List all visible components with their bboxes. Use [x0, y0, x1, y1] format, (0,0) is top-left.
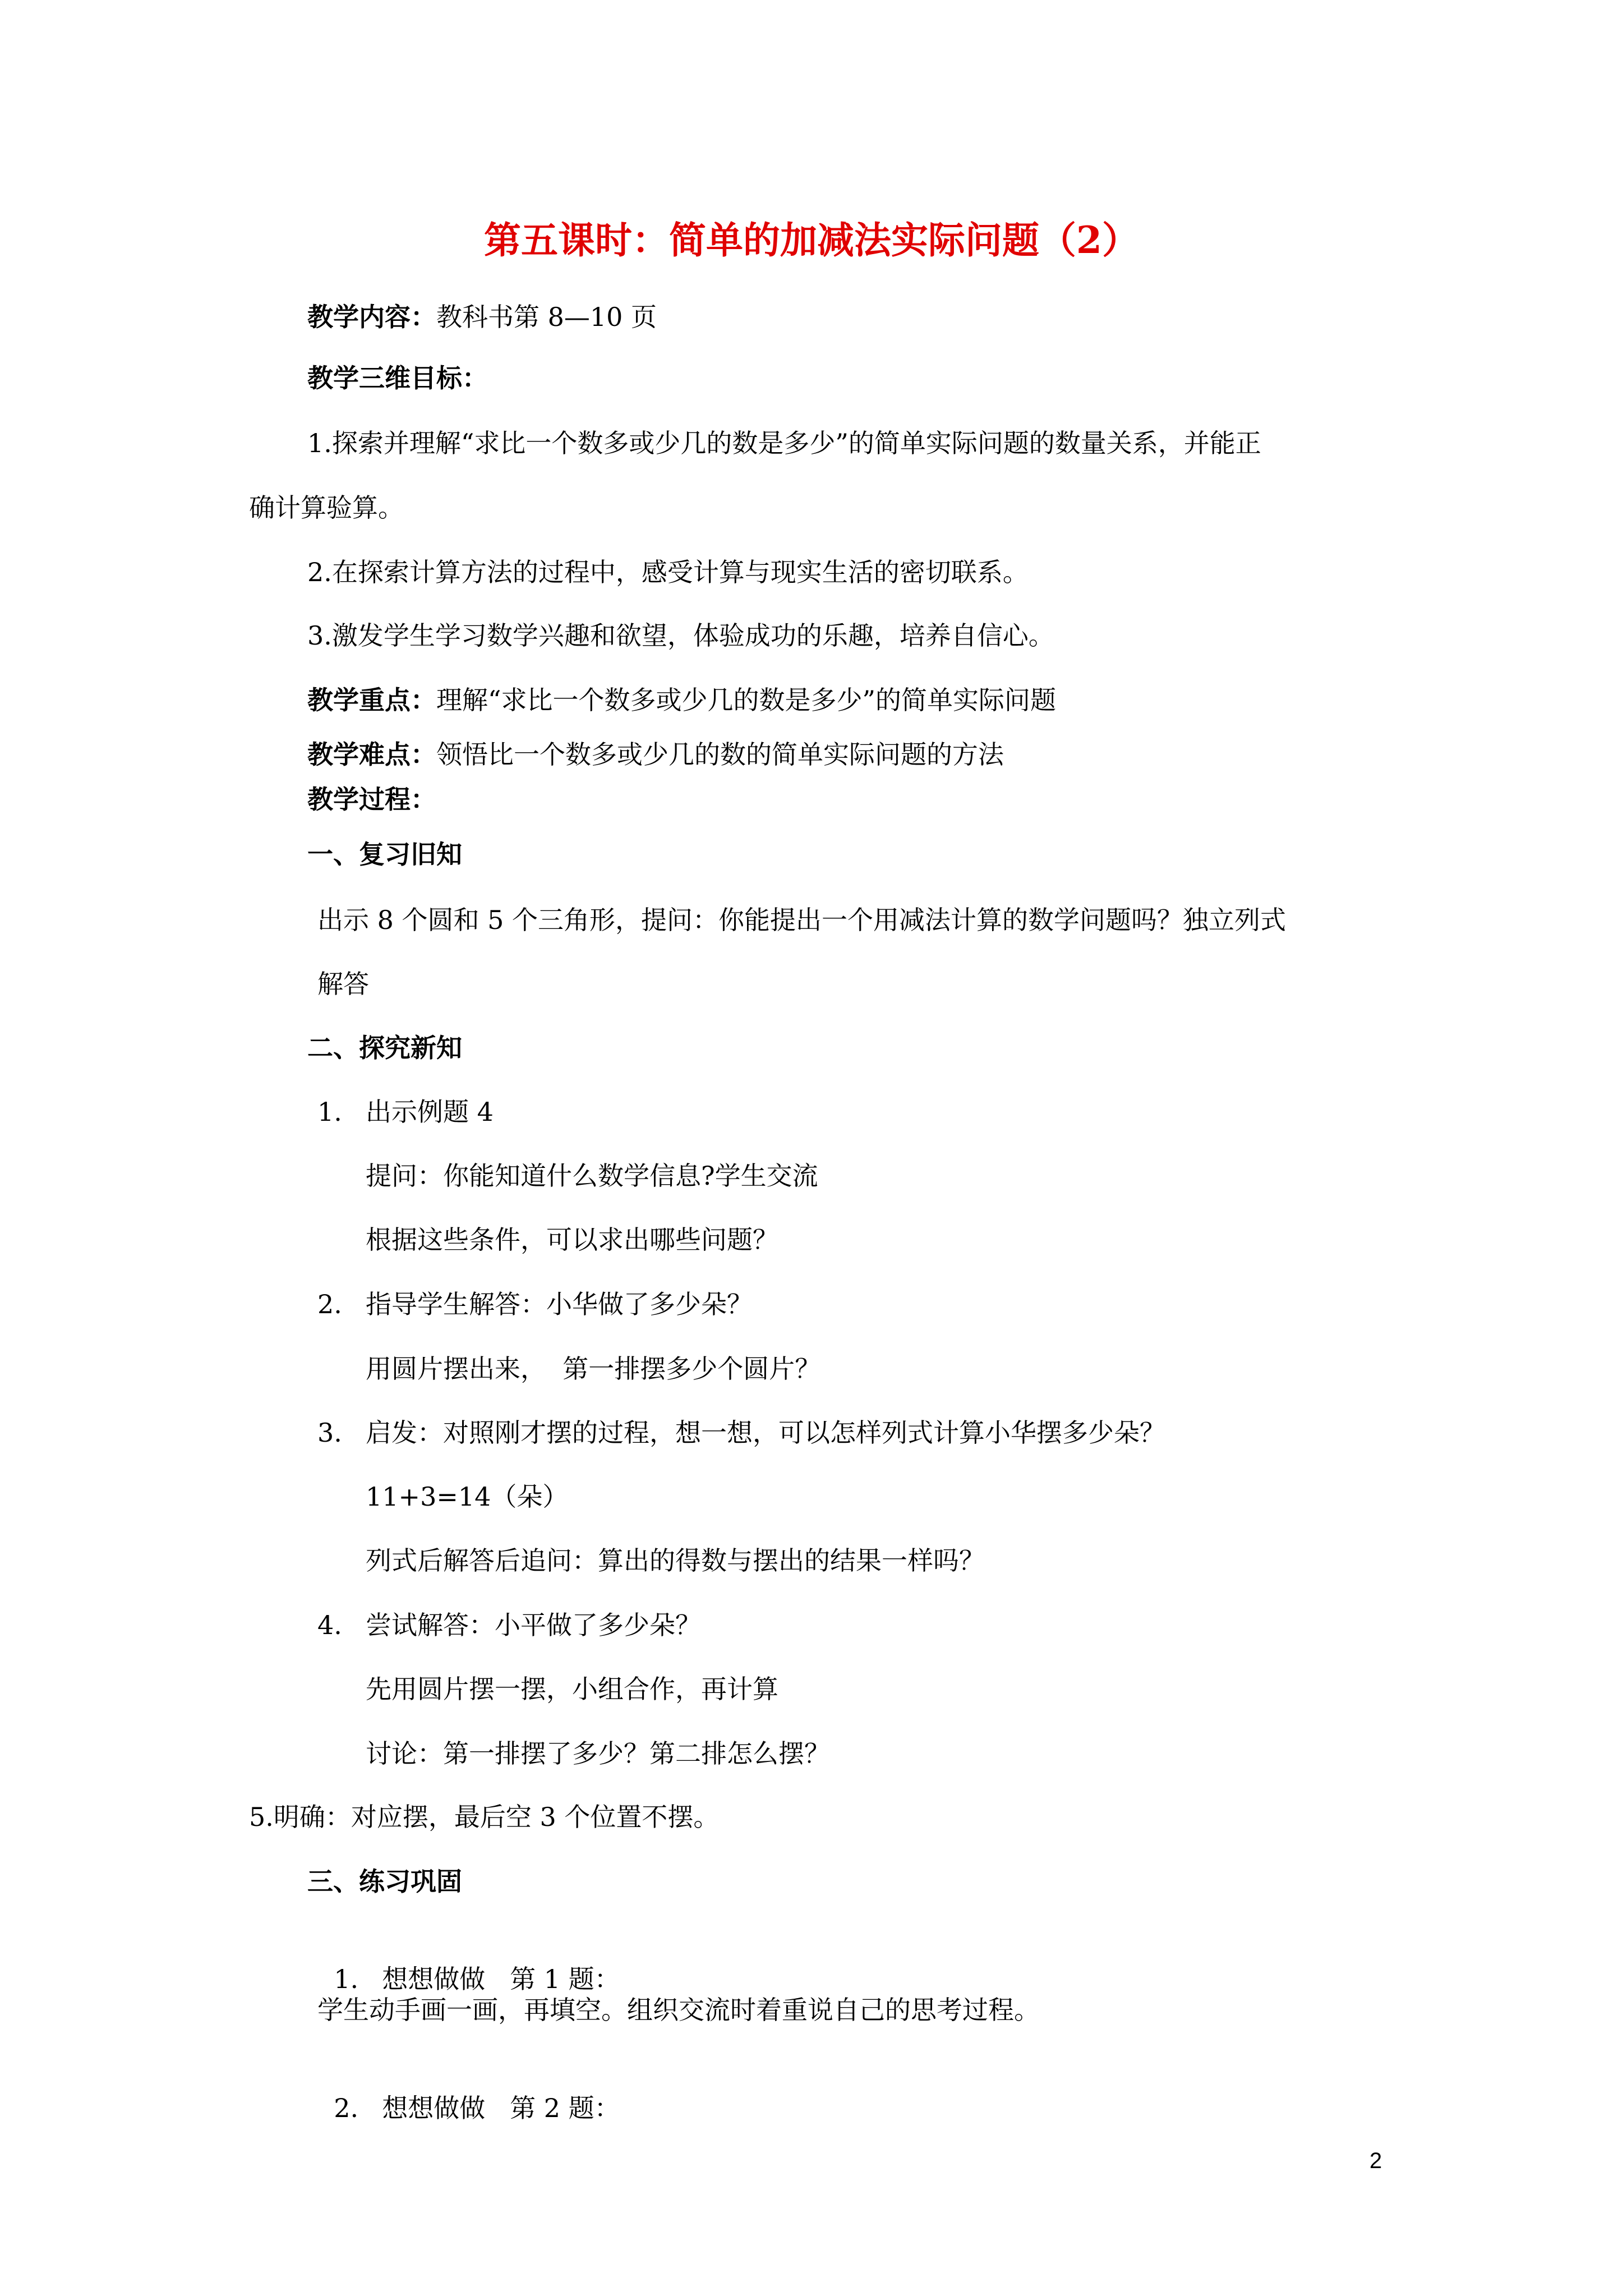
difficulty — [307, 738, 1004, 771]
section-1-line-2: 解答 — [317, 969, 369, 999]
section-2-item-1-sub-a: 提问：你能知道什么数学信息?学生交流 — [366, 1161, 818, 1191]
process-label: 教学过程： — [307, 784, 436, 815]
section-2-item-3-sub-b: 列式后解答后追问：算出的得数与摆出的结果一样吗？ — [366, 1545, 985, 1576]
teaching-content — [307, 300, 657, 334]
difficulty-label: 教学难点： — [307, 739, 436, 770]
section-2-item-2-sub-a: 用圆片摆出来， 第一排摆多少个圆片？ — [366, 1354, 821, 1384]
list-item-text: 指导学生解答：小华做了多少朵？ — [366, 1289, 753, 1319]
list-item-text: 启发：对照刚才摆的过程，想一想，可以怎样列式计算小华摆多少朵？ — [366, 1418, 1165, 1448]
section-2-item-4 — [317, 1608, 701, 1642]
goal-3: 3.激发学生学习数学兴趣和欲望，体验成功的乐趣，培养自信心。 — [307, 620, 1054, 651]
section-2-item-4-sub-a: 先用圆片摆一摆，小组合作，再计算 — [366, 1674, 778, 1704]
page-title: 第五课时：简单的加减法实际问题（2） — [484, 218, 1139, 262]
list-number: 4. — [317, 1610, 342, 1640]
section-3-item-1-sub-a: 学生动手画一画，再填空。组织交流时着重说自己的思考过程。 — [317, 1995, 1040, 2025]
section-2-item-4-sub-b: 讨论：第一排摆了多少？第二排怎么摆？ — [366, 1738, 830, 1769]
section-2-item-3 — [317, 1416, 1165, 1450]
list-item-text: 尝试解答：小平做了多少朵？ — [366, 1610, 701, 1640]
section-2-item-2 — [317, 1287, 753, 1321]
list-number: 3. — [317, 1418, 342, 1448]
goals-label: 教学三维目标： — [307, 363, 488, 393]
teaching-content-text: 教科书第 8—10 页 — [436, 302, 657, 332]
section-2-heading: 二、探究新知 — [307, 1033, 462, 1063]
page-number: 2 — [1370, 2148, 1382, 2173]
list-number: 2. — [334, 2093, 359, 2123]
section-1-heading: 一、复习旧知 — [307, 839, 462, 869]
goal-1-line-1: 1.探索并理解“求比一个数多或少几的数是多少”的简单实际问题的数量关系，并能正 — [307, 428, 1261, 458]
section-2-item-1-sub-b: 根据这些条件，可以求出哪些问题？ — [366, 1225, 778, 1255]
teaching-content-label: 教学内容： — [307, 302, 436, 332]
section-2-item-3-sub-a: 11+3=14（朵） — [366, 1481, 569, 1512]
section-3-item-2 — [317, 2058, 620, 2125]
list-number: 2. — [317, 1289, 342, 1319]
section-1-line-1: 出示 8 个圆和 5 个三角形，提问：你能提出一个用减法计算的数学问题吗？独立列式 — [317, 905, 1287, 935]
list-item-text: 出示例题 4 — [366, 1097, 494, 1127]
section-2-item-1 — [317, 1095, 494, 1129]
goal-2: 2.在探索计算方法的过程中，感受计算与现实生活的密切联系。 — [307, 557, 1029, 587]
key-point-label: 教学重点： — [307, 685, 436, 715]
list-number: 1. — [317, 1097, 342, 1127]
section-3-item-1 — [317, 1929, 620, 1996]
key-point-text: 理解“求比一个数多或少几的数是多少”的简单实际问题 — [436, 685, 1057, 715]
list-item-text: 想想做做 第 1 题： — [382, 1964, 620, 1994]
section-2-item-5: 5.明确：对应摆，最后空 3 个位置不摆。 — [249, 1802, 720, 1832]
list-number: 1. — [334, 1964, 359, 1994]
key-point — [307, 683, 1056, 717]
section-3-heading: 三、练习巩固 — [307, 1866, 462, 1897]
goal-1-line-2: 确计算验算。 — [249, 493, 404, 523]
list-item-text: 想想做做 第 2 题： — [382, 2093, 620, 2123]
difficulty-text: 领悟比一个数多或少几的数的简单实际问题的方法 — [436, 739, 1004, 770]
